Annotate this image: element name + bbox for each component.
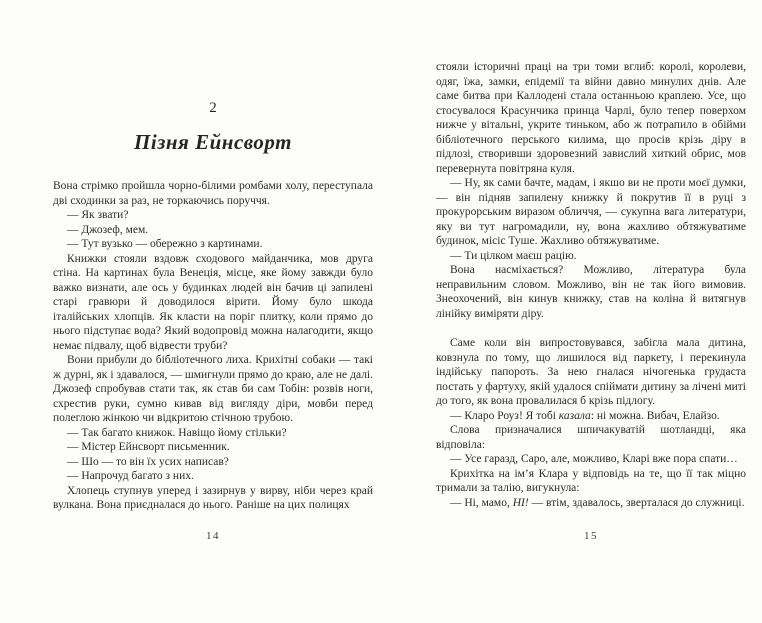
paragraph: — Ні, мамо, НІ! — втім, здавалось, зверталася до служниці.	[450, 496, 745, 509]
chapter-number: 2	[209, 100, 217, 116]
paragraph: — Ну, як сами бачте, мадам, і якшо ви не проти моєї думки, — він підняв запилену книжку й покрутив її в руці з прокурорським виразом обличчя, — сукупна вага литератури, яку ви тут нагромадили, ну, вона жахливо обтяжуватиме будинок, місіс Туше. Жахливо обтяжуватиме.	[436, 177, 746, 247]
paragraph: Книжки стояли вздовж сходового майданчика, мов друга стіна. На картинах була Венеція, місце, яке йому завжди було важко визнати, але ось у будинках людей він бачив ці запилені старі гравюри й доводилося вірити. Йому було шкода італійських хлопців. Як класти на поріг плитку, коли прямо до нього підступає вода? Який водопровід можна налагодити, якщо немає підвалу, щоб відвести труби?	[53, 252, 373, 352]
paragraph: — Так багато книжок. Навіщо йому стільки?	[67, 426, 287, 439]
paragraph: — Ти цілком маєш рацію.	[450, 249, 577, 262]
paragraph: Слова призначалися шпичакуватій шотландці, яка відповіла:	[436, 424, 746, 451]
paragraph: — Напрочуд багато з них.	[67, 470, 194, 482]
left-page-number: 14	[206, 530, 220, 542]
right-page-body	[436, 60, 746, 510]
paragraph: — Містер Ейнсворт письменник.	[67, 441, 230, 453]
paragraph: Саме коли він випростовувався, забігла мала дитина, ковзнула по тому, що лишилося від паркету, і перекинула індійську папороть. За нею гналася нічогенька грудаста постать у фартуху, якій удалося спіймати дитину за лічені миті до того, як вона провалилася б крізь підлогу.	[436, 337, 746, 407]
paragraph: — Усе гаразд, Саро, але, можливо, Кларі вже пора спати…	[450, 453, 738, 465]
right-page-number: 15	[584, 530, 598, 542]
paragraph: стояли історичні праці на три томи вглиб: королі, королеви, одяг, їжа, замки, епідемії та війни давно минулих днів. Але саме битва при Каллодені стала останньою краплею. Усе, що стосувалося Красунчика принца Чарлі, було тепер поверхом нижче у вітальні, укрите тиньком, або ж потрапило в обійми бібліотечного перського килима, що просів крізь діру в підлозі, створивши здоровезний завислий хиткий обрис, мов перевернута повітряна куля.	[436, 61, 746, 175]
paragraph: — Шо — то він їх усих написав?	[67, 455, 229, 468]
paragraph: Крихітка на ім’я Клара у відповідь на те, що її так міцно тримали за талію, вигукнула:	[436, 467, 746, 494]
paragraph: Вона стрімко пройшла чорно-білими ромбами холу, переступала дві сходинки за раз, не торкаючись поруччя.	[53, 180, 373, 207]
paragraph: — Кларо Роуз! Я тобі казала: ні можна. Вибач, Елайзо.	[450, 409, 720, 422]
left-page-body	[53, 179, 373, 513]
paragraph: — Тут вузько — обережно з картинами.	[67, 238, 263, 250]
paragraph: — Як звати?	[67, 209, 129, 221]
paragraph: — Джозеф, мем.	[67, 223, 149, 236]
paragraph: Вони прибули до бібліотечного лиха. Крихітні собаки — такі ж дурні, як і здавалося, — шмигнули прямо до краю, але не далі. Джозеф спробував стати так, як став би сам Тобін: розвів ноги, схрестив руки, сумно кивав від вигляду діри, мовби перед полеглою жінкою чи відкритою стічною трубою.	[53, 354, 373, 424]
paragraph: Хлопець ступнув уперед і зазирнув у вирву, ніби через край вулкана. Вона приєдналася до нього. Раніше на цих полицях	[53, 484, 373, 511]
paragraph: Вона насміхається? Можливо, література була неправильним словом. Можливо, він не так його вимовив. Знеохочений, він кинув книжку, став на коліна й витягнув лінійку виміряти діру.	[436, 264, 746, 320]
chapter-title: Пізня Ейнсворт	[134, 130, 292, 154]
left-page	[53, 0, 373, 623]
right-page	[436, 0, 746, 623]
